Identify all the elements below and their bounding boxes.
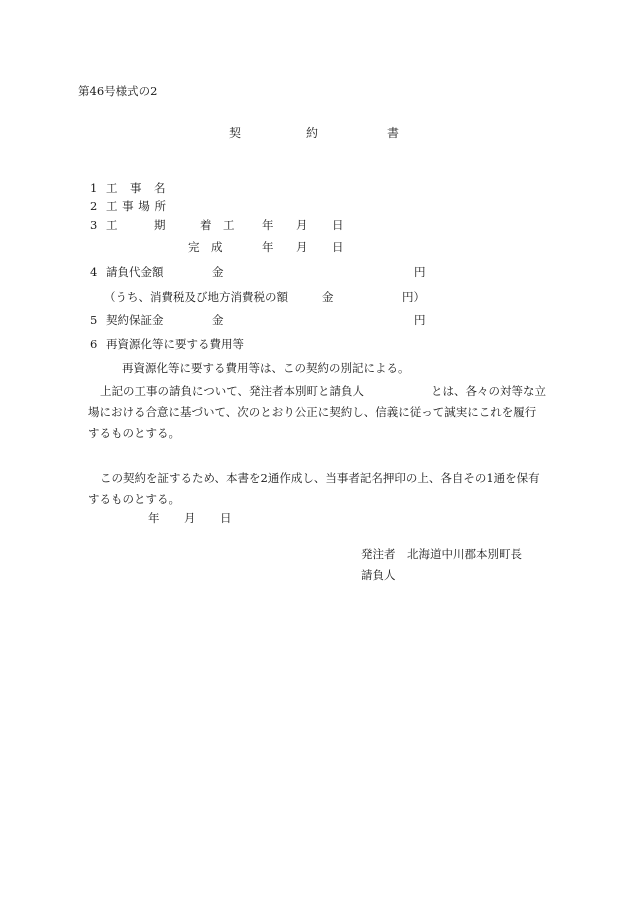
yen-label: 円 bbox=[414, 313, 426, 327]
year-label: 年 bbox=[262, 240, 274, 254]
clause-line: するものとする。 bbox=[88, 492, 180, 506]
item-label: 事 bbox=[130, 181, 142, 195]
item-number: 1 bbox=[90, 181, 98, 195]
yen-label: 円 bbox=[414, 265, 426, 279]
clause-line: とは、各々の対等な立 bbox=[431, 384, 546, 398]
item-number: 5 bbox=[90, 313, 98, 327]
title-char-1: 契 bbox=[229, 126, 242, 140]
clause-line: この契約を証するため、本書を2通作成し、当事者記名押印の上、各自その1通を保有 bbox=[100, 471, 540, 485]
start-label: 工 bbox=[223, 218, 235, 232]
kin-label: 金 bbox=[212, 265, 224, 279]
contractor-label: 請負人 bbox=[361, 568, 396, 582]
kin-label: 金 bbox=[212, 313, 224, 327]
item-number: 2 bbox=[90, 199, 98, 213]
orderer-name: 北海道中川郡本別町長 bbox=[407, 547, 522, 561]
kin-label: 金 bbox=[322, 290, 334, 304]
day-label: 日 bbox=[220, 511, 232, 525]
orderer-label: 発注者 bbox=[361, 547, 396, 561]
title-char-3: 書 bbox=[387, 126, 400, 140]
clause-line: 場における合意に基づいて、次のとおり公正に契約し、信義に従って誠実にこれを履行 bbox=[88, 405, 537, 419]
item-number: 6 bbox=[90, 337, 98, 351]
item-label: 名 bbox=[154, 181, 166, 195]
day-label: 日 bbox=[332, 240, 344, 254]
month-label: 月 bbox=[296, 240, 308, 254]
clause-line: 上記の工事の請負について、発注者本別町と請負人 bbox=[100, 384, 365, 398]
item-number: 3 bbox=[90, 218, 98, 232]
year-label: 年 bbox=[148, 511, 160, 525]
item-label: 契約保証金 bbox=[106, 313, 164, 327]
year-label: 年 bbox=[262, 218, 274, 232]
item-label: 工 bbox=[106, 181, 118, 195]
item-label: 工 事 場 所 bbox=[106, 199, 166, 213]
item-number: 4 bbox=[90, 265, 98, 279]
clause-line: するものとする。 bbox=[88, 426, 180, 440]
day-label: 日 bbox=[332, 218, 344, 232]
month-label: 月 bbox=[184, 511, 196, 525]
item-label: 請負代金額 bbox=[106, 265, 164, 279]
form-id: 第46号様式の2 bbox=[78, 84, 158, 98]
tax-note: （うち、消費税及び地方消費税の額 bbox=[104, 290, 288, 304]
item-label: 再資源化等に要する費用等 bbox=[106, 337, 244, 351]
month-label: 月 bbox=[296, 218, 308, 232]
recycling-clause: 再資源化等に要する費用等は、この契約の別記による。 bbox=[122, 361, 410, 375]
title-char-2: 約 bbox=[306, 126, 319, 140]
end-label: 完 bbox=[188, 240, 200, 254]
start-label: 着 bbox=[200, 218, 212, 232]
item-label: 工 bbox=[106, 218, 118, 232]
end-label: 成 bbox=[211, 240, 223, 254]
item-label: 期 bbox=[154, 218, 166, 232]
yen-close-label: 円） bbox=[402, 290, 425, 304]
